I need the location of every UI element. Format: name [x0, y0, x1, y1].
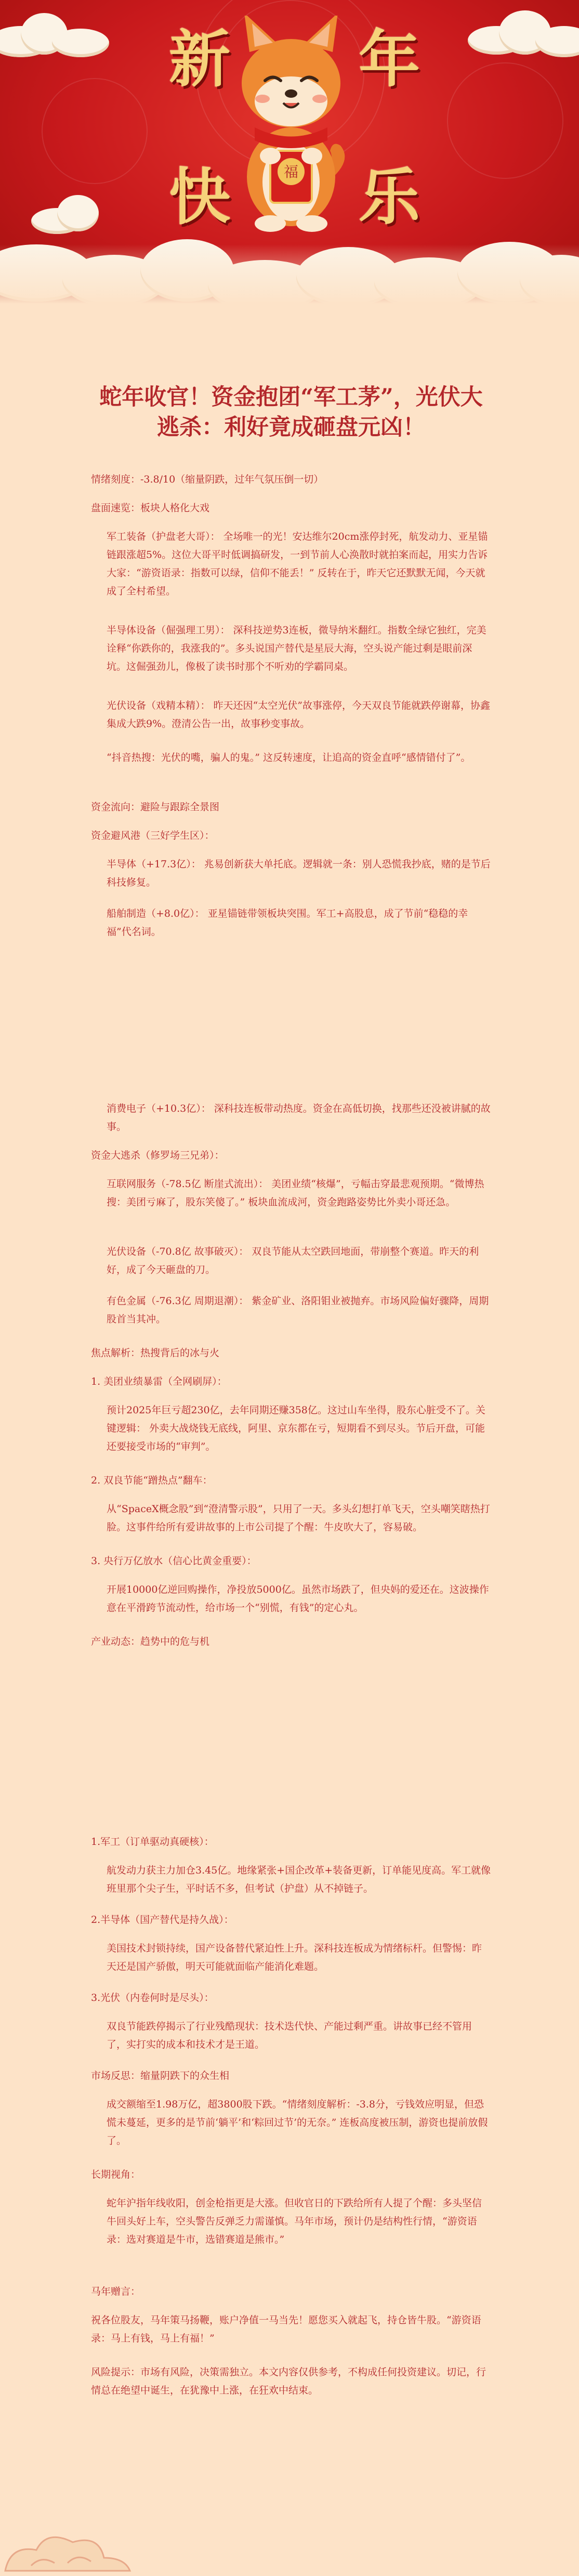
paragraph-risk-warning: 风险提示：市场有风险，决策需独立。本文内容仅供参考，不构成任何投资建议。切记，行情总在绝望中诞生，在犹豫中上涨，在狂欢中结束。 [91, 2366, 486, 2396]
paragraph-central-bank: 开展10000亿逆回购操作，净投放5000亿。虽然市场跌了，但央妈的爱还在。这波操作意在平滑跨节流动性，给市场一个“别慌，有钱”的定心丸。 [107, 1584, 489, 1614]
section-heading: 长期视角： [91, 2169, 141, 2180]
paragraph-shuangliang: 从“SpaceX概念股”到“澄清警示股”，只用了一天。多头幻想打单飞天，空头嘲笑瞎热打脸。这事件给所有爱讲故事的上市公司提了个醒：牛皮吹大了，容易破。 [107, 1503, 490, 1533]
section-heading: 盘面速览：板块人格化大戏 [91, 502, 210, 514]
paragraph-military-industry: 航发动力获主力加仓3.45亿。地缘紧张+国企改革+装备更新，订单能见度高。军工就像班里那个尖子生，平时话不多，但考试（护盘）从不掉链子。 [107, 1865, 491, 1894]
section-heading: 资金流向：避险与跟踪全景图 [91, 801, 220, 813]
paragraph-inflow-consumer-electronics: 消费电子（+10.3亿）： 深科技连板带动热度。资金在高低切换，找那些还没被讲腻的故事。 [107, 1103, 491, 1133]
subsection-heading: 2.半导体（国产替代是持久战）： [91, 1914, 234, 1926]
subsection-heading: 3.光伏（内卷何时是尽头）： [91, 1992, 214, 2003]
paragraph-outflow-nonferrous: 有色金属（-76.3亿 周期退潮）： 紫金矿业、洛阳钼业被抛弃。市场风险偏好骤降，周期股首当其冲。 [107, 1295, 489, 1325]
paragraph-semiconductor-industry: 美国技术封锁持续，国产设备替代紧迫性上升。深科技连板成为情绪标杆。但警惕：昨天还是国产骄傲，明天可能就面临产能消化难题。 [107, 1943, 482, 1972]
article-title: 蛇年收官！资金抱团“军工茅”，光伏大逃杀：利好竟成砸盘元凶！ [99, 384, 483, 440]
banner-char-kuai: 快 [169, 161, 231, 233]
section-heading: 产业动态：趋势中的危与机 [91, 1636, 210, 1647]
subsection-heading: 资金避风港（三好学生区）： [91, 830, 215, 841]
section-heading: 焦点解析：热搜背后的冰与火 [91, 1347, 220, 1359]
paragraph-new-year-wish: 祝各位股友，马年策马扬鞭，账户净值一马当先！愿您买入就起飞，持仓皆牛股。“游资语录：马上有钱，马上有福！” [91, 2314, 481, 2344]
article-paragraphs [91, 0, 491, 2576]
subsection-heading: 1. 美团业绩暴雷（全网刷屏）： [91, 1376, 227, 1387]
paragraph-outflow-photovoltaic: 光伏设备（-70.8亿 故事破灭）： 双良节能从太空跌回地面，带崩整个赛道。昨天的利好，成了今天砸盘的刀。 [107, 1246, 479, 1276]
paragraph-photovoltaic-industry: 双良节能跌停揭示了行业残酷现状：技术迭代快、产能过剩严重。讲故事已经不管用了，实打实的成本和技术才是王道。 [107, 2021, 472, 2050]
svg-text:福: 福 [283, 163, 299, 180]
paragraph-inflow-semiconductor: 半导体（+17.3亿）： 兆易创新获大单托底。逻辑就一条：别人恐慌我抄底，赌的是节后科技修复。 [107, 858, 491, 888]
banner-char-le: 乐 [359, 161, 420, 233]
paragraph-outflow-internet: 互联网服务（-78.5亿 断崖式流出）： 美团业绩“核爆”，亏幅击穿最悲观预期。“微博热搜：美团亏麻了，股东笑傻了。” 板块血流成河，资金跑路姿势比外卖小哥还急。 [107, 1178, 484, 1208]
paragraph-sentiment: 情绪刻度：-3.8/10（缩量阴跌，过年气氛压倒一切） [91, 474, 324, 485]
subsection-heading: 1.军工（订单驱动真硬核）： [91, 1836, 214, 1848]
paragraph-meituan: 预计2025年巨亏超230亿，去年同期还赚358亿。这过山车坐得，股东心脏受不了。关键逻辑： 外卖大战烧钱无底线，阿里、京东都在亏，短期看不到尽头。节后开盘，可能还要接受市场的“审判”。 [107, 1404, 485, 1452]
banner-char-nian: 年 [359, 23, 420, 95]
subsection-heading: 3. 央行万亿放水（信心比黄金重要）： [91, 1555, 257, 1567]
section-heading: 马年赠言： [91, 2286, 141, 2297]
banner-char-xin: 新 [169, 23, 231, 95]
paragraph-photovoltaic: 光伏设备（戏精本精）： 昨天还因“太空光伏”故事涨停，今天双良节能就跌停谢幕，协鑫集成大跌9%。澄清公告一出，故事秒变事故。 [107, 700, 490, 730]
section-heading: 市场反思：缩量阴跌下的众生相 [91, 2070, 230, 2081]
subsection-heading: 资金大逃杀（修罗场三兄弟）： [91, 1150, 225, 1161]
footer-cloud-decoration [0, 2514, 135, 2576]
paragraph-douyin-quote: “抖音热搜：光伏的嘴，骗人的鬼。” 这反转速度，让追高的资金直呼“感情错付了”。 [107, 752, 471, 763]
paragraph-inflow-shipbuilding: 船舶制造（+8.0亿）： 亚星锚链带领板块突围。军工+高股息，成了节前“稳稳的幸福”代名词。 [107, 908, 468, 938]
subsection-heading: 2. 双良节能“蹭热点”翻车： [91, 1475, 213, 1486]
paragraph-market-reflection: 成交额缩至1.98万亿，超3800股下跌。“情绪刻度解析：-3.8分，亏钱效应明显，但恐慌未蔓延，更多的是节前‘躺平’和‘粽回过节’的无奈。” 连板高度被压制，游资也提前放假了。 [107, 2099, 488, 2146]
paragraph-military: 军工装备（护盘老大哥）： 全场唯一的光！安达维尔20cm涨停封死，航发动力、亚星锚链跟涨超5%。这位大哥平时低调搞研发，一到节前人心涣散时就拍案而起，用实力告诉大家：“游资语录：指数可以绿，信仰不能丢！” 反转在于，昨天它还默默无闻，今天就成了全村希望。 [107, 531, 488, 597]
paragraph-semiconductor: 半导体设备（倔强理工男）： 深科技逆势3连板，微导纳米翻红。指数全绿它独红，完美诠释“你跌你的，我涨我的”。多头说国产替代是星辰大海，空头说产能过剩是眼前深坑。这倔强劲儿，像极了读书时那个不听劝的学霸同桌。 [107, 625, 486, 672]
paragraph-long-term: 蛇年沪指年线收阳，创金枪指更是大涨。但收官日的下跌给所有人提了个醒：多头坚信牛回头好上车，空头警告反弹乏力需谨慎。马年市场，预计仍是结构性行情，“游资语录：选对赛道是牛市，选错赛道是熊市。” [107, 2197, 482, 2245]
